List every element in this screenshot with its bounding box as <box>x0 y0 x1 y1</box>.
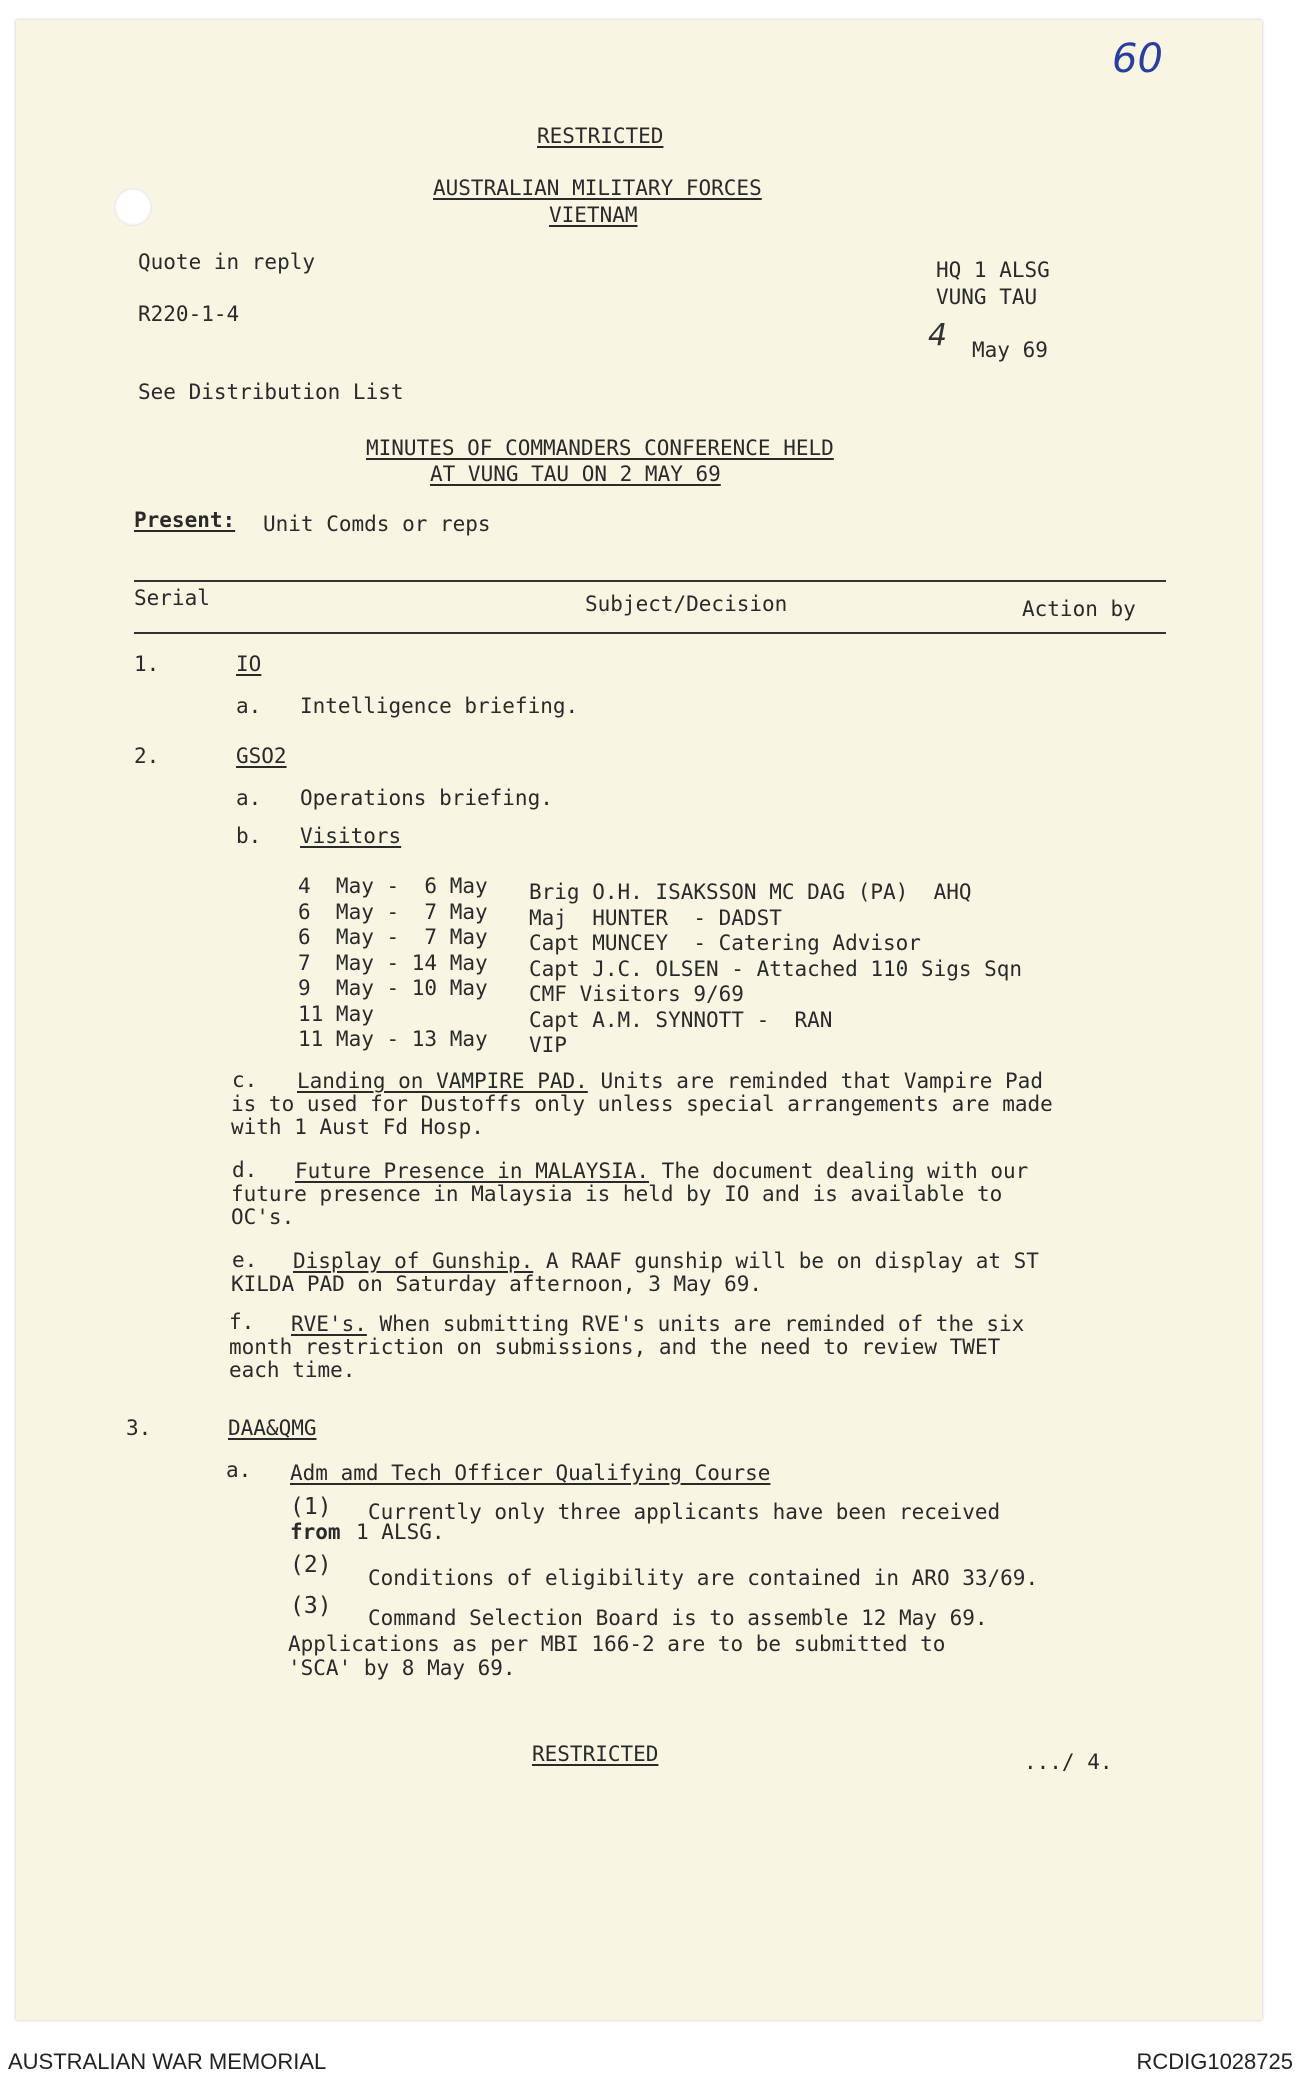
classification-bottom: RESTRICTED <box>532 1742 659 1766</box>
present-value: Unit Comds or reps <box>263 512 491 536</box>
item-1-heading: IO <box>236 652 262 676</box>
item-2b-label: b. <box>236 824 262 848</box>
item-3a-3-text: Command Selection Board is to assemble 12 May 69. <box>368 1606 988 1630</box>
visitor-dates: 6 May - 7 May <box>298 925 488 949</box>
item-2-heading: GSO2 <box>236 744 287 768</box>
item-3a-3-line-2: Applications as per MBI 166-2 are to be submitted to <box>288 1632 946 1656</box>
header-rule-bottom <box>134 632 1166 634</box>
header-rule-top <box>134 580 1166 582</box>
item-2e-paragraph <box>231 1250 1061 1296</box>
item-2f-text: When submitting RVE's units are reminded of the six month restriction on submissions, and the need to review TWET each time. <box>229 1312 1025 1382</box>
item-1a-text: Intelligence briefing. <box>300 694 579 718</box>
item-2c-label: c. <box>232 1068 258 1092</box>
item-2d-label: d. <box>232 1158 258 1182</box>
present-label: Present: <box>134 508 236 532</box>
item-1a-label: a. <box>236 694 262 718</box>
item-3-number: 3. <box>126 1416 152 1440</box>
visitor-name: Maj HUNTER - DADST <box>529 905 782 930</box>
hq-line-2: VUNG TAU <box>936 285 1038 309</box>
title-line-2: AT VUNG TAU ON 2 MAY 69 <box>430 462 721 486</box>
item-3a-1-from: from <box>290 1520 341 1544</box>
handwritten-page-number: 60 <box>1112 36 1163 82</box>
org-line-2: VIETNAM <box>549 203 638 227</box>
punch-hole <box>114 188 152 226</box>
item-3a-heading: Adm amd Tech Officer Qualifying Course <box>290 1461 771 1485</box>
item-3a-1-text: Currently only three applicants have been received <box>368 1500 1001 1524</box>
visitor-dates: 6 May - 7 May <box>298 899 488 924</box>
item-3a-1-rest: 1 ALSG. <box>356 1520 445 1544</box>
item-2b-heading: Visitors <box>300 824 402 848</box>
item-3a-2-number: (2) <box>290 1552 332 1578</box>
title-line-1: MINUTES OF COMMANDERS CONFERENCE HELD <box>366 436 834 460</box>
item-2c-paragraph <box>231 1070 1061 1139</box>
item-3a-2-text: Conditions of eligibility are contained in ARO 33/69. <box>368 1566 1039 1590</box>
column-serial: Serial <box>134 586 210 610</box>
item-2e-heading: Display of Gunship. <box>293 1249 534 1273</box>
column-action: Action by <box>1022 597 1136 621</box>
item-2a-text: Operations briefing. <box>300 786 553 810</box>
item-2d-heading: Future Presence in MALAYSIA. <box>295 1159 650 1183</box>
visitor-dates: 11 May <box>298 1001 374 1026</box>
org-line-1: AUSTRALIAN MILITARY FORCES <box>433 176 762 200</box>
quote-label: Quote in reply <box>138 250 316 274</box>
item-3-heading: DAA&QMG <box>228 1416 317 1440</box>
date-month-year: May 69 <box>972 338 1048 362</box>
item-2f-paragraph <box>229 1313 1059 1382</box>
column-subject: Subject/Decision <box>585 592 788 616</box>
classification-top: RESTRICTED <box>537 124 664 148</box>
item-3a-3-line-3: 'SCA' by 8 May 69. <box>288 1656 516 1680</box>
item-2c-heading: Landing on VAMPIRE PAD. <box>297 1069 588 1093</box>
continuation-marker: .../ 4. <box>1024 1750 1113 1774</box>
visitor-name: VIP <box>529 1033 567 1057</box>
footer-document-id: RCDIG1028725 <box>1136 2049 1293 2074</box>
reference-number: R220-1-4 <box>138 302 240 326</box>
visitor-name: Capt A.M. SYNNOTT - RAN <box>529 1007 833 1032</box>
visitor-dates: 11 May - 13 May <box>298 1027 488 1051</box>
item-1-number: 1. <box>134 652 160 676</box>
visitor-dates: 4 May - 6 May <box>298 874 488 898</box>
item-2e-label: e. <box>232 1248 258 1272</box>
item-2e-text: A RAAF gunship will be on display at ST KILDA PAD on Saturday afternoon, 3 May 69. <box>231 1249 1039 1296</box>
item-3a-1-number: (1) <box>290 1494 332 1520</box>
item-2d-paragraph <box>231 1160 1061 1229</box>
item-2f-heading: RVE's. <box>291 1312 367 1336</box>
visitor-dates: 9 May - 10 May <box>298 976 488 1000</box>
visitor-dates: 7 May - 14 May <box>298 950 488 975</box>
item-3a-label: a. <box>226 1458 252 1482</box>
item-2d-text: The document dealing with our future presence in Malaysia is held by IO and is available to OC's. <box>231 1159 1029 1229</box>
item-2f-label: f. <box>229 1310 255 1334</box>
visitor-name: Brig O.H. ISAKSSON MC DAG (PA) AHQ <box>529 880 972 904</box>
item-2c-text: Units are reminded that Vampire Pad is to used for Dustoffs only unless special arrangements are made with 1 Aust Fd Hosp. <box>231 1069 1053 1139</box>
visitor-name: CMF Visitors 9/69 <box>529 982 744 1006</box>
date-day-handwritten: 4 <box>928 318 948 353</box>
item-2-number: 2. <box>134 744 160 768</box>
distribution-line: See Distribution List <box>138 380 404 404</box>
item-3a-3-number: (3) <box>290 1593 332 1619</box>
item-2a-label: a. <box>236 786 262 810</box>
visitor-name: Capt J.C. OLSEN - Attached 110 Sigs Sqn <box>529 956 1023 981</box>
visitor-name: Capt MUNCEY - Catering Advisor <box>529 931 921 955</box>
hq-line-1: HQ 1 ALSG <box>936 258 1050 282</box>
footer-archive-name: AUSTRALIAN WAR MEMORIAL <box>8 2049 327 2074</box>
